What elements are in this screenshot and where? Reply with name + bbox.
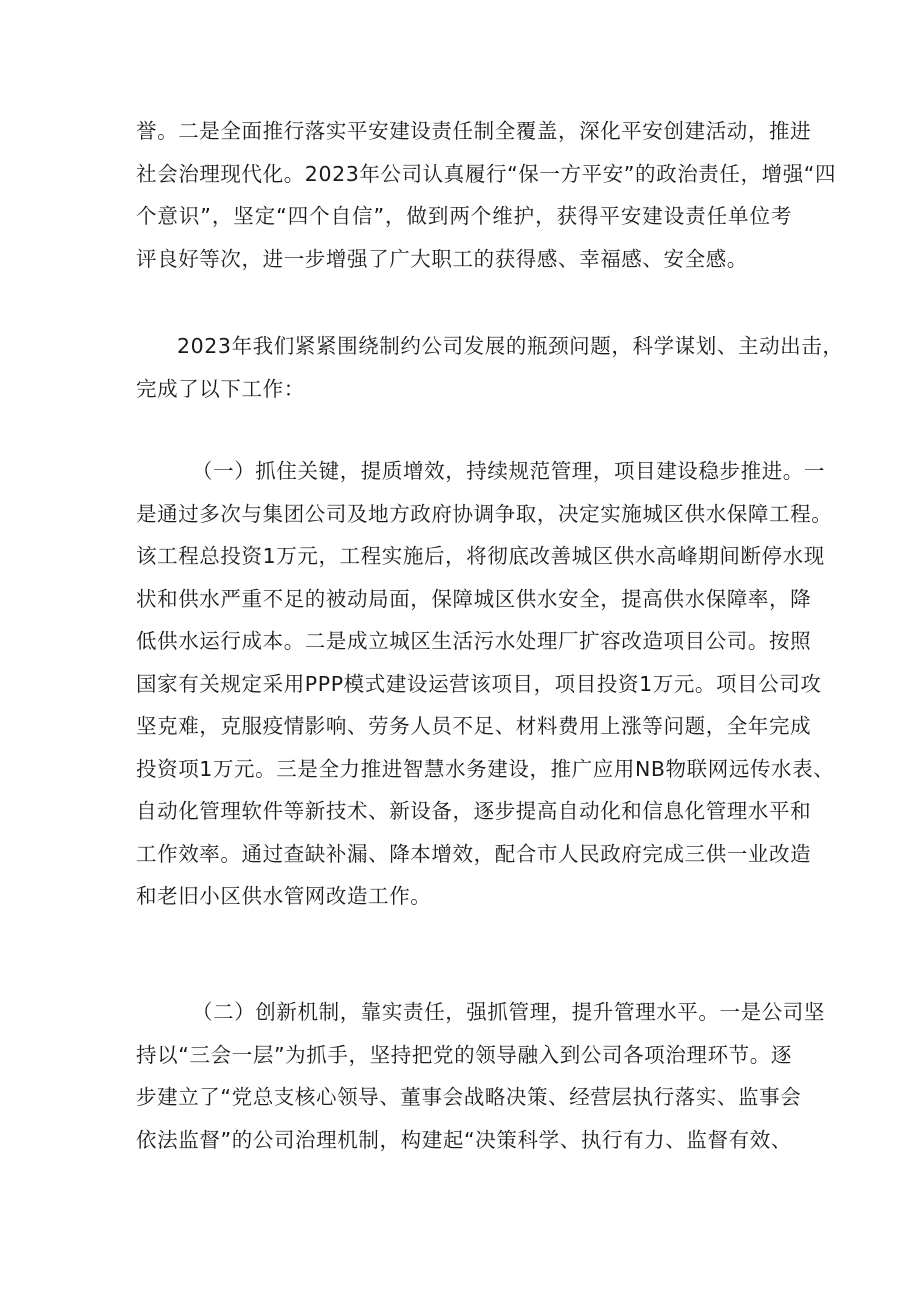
text-line: 持以“三会一层”为抓手，坚持把党的领导融入到公司各项治理环节。逐 [136,1042,792,1067]
text-line: （一）抓住关键，提质增效，持续规范管理，项目建设稳步推进。一 [192,459,825,483]
text-line: 自动化管理软件等新技术、新设备，逐步提高自动化和信息化管理水平和 [136,799,812,823]
text-line: 2023年我们紧紧围绕制约公司发展的瓶颈问题，科学谋划、主动出击， [177,334,844,358]
text-line: 坚克难，克服疫情影响、劳务人员不足、材料费用上涨等问题，全年完成 [136,714,812,738]
paragraph-1 [136,110,837,280]
text-line: 步建立了“党总支核心领导、董事会战略决策、经营层执行落实、监事会 [136,1085,802,1109]
text-line: 状和供水严重不足的被动局面，保障城区供水安全，提高供水保障率，降 [136,586,812,611]
text-line: 该工程总投资1万元，工程实施后，将彻底改善城区供水高峰期间断停水现 [136,544,825,568]
text-line: （二）创新机制，靠实责任，强抓管理，提升管理水平。一是公司坚 [192,1000,825,1024]
paragraph-4 [136,991,825,1161]
text-line: 社会治理现代化。2023年公司认真履行“保一方平安”的政治责任，增强“四 [136,161,837,186]
paragraph-3 [136,450,835,918]
text-line: 依法监督”的公司治理机制，构建起“决策科学、执行有力、监督有效、 [136,1127,792,1152]
text-line: 国家有关规定采用PPP模式建设运营该项目，项目投资1万元。项目公司攻 [136,671,822,696]
text-line: 和老旧小区供水管网改造工作。 [136,884,432,908]
text-line: 评良好等次，进一步增强了广大职工的获得感、幸福感、安全感。 [136,246,748,271]
text-line: 低供水运行成本。二是成立城区生活污水处理厂扩容改造项目公司。按照 [136,629,812,653]
text-line: 投资项1万元。三是全力推进智慧水务建设，推广应用NB物联网远传水表、 [136,756,835,781]
text-line: 完成了以下工作： [136,376,305,401]
text-line: 个意识”，坚定“四个自信”，做到两个维护，获得平安建设责任单位考 [136,204,792,228]
text-line: 誉。二是全面推行落实平安建设责任制全覆盖，深化平安创建活动，推进 [136,119,812,143]
paragraph-2 [136,325,844,410]
text-line: 是通过多次与集团公司及地方政府协调争取，决定实施城区供水保障工程。 [136,501,833,526]
text-line: 工作效率。通过查缺补漏、降本增效，配合市人民政府完成三供一业改造 [136,841,812,866]
